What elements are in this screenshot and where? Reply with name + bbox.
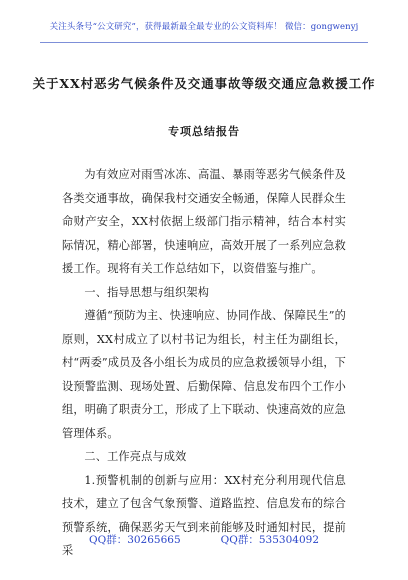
footer-contact bbox=[0, 532, 408, 547]
header-banner: 关注头条号“公文研究”，获得最新最全最专业的公文资料库！ 微信：gongwenyj bbox=[49, 22, 359, 32]
section-heading-2: 二、工作亮点与成效 bbox=[84, 450, 187, 463]
paragraph-section-1: 遵循“预防为主、快速响应、协同作战、保障民生”的原则，XX村成立了以村书记为组长，村主任为副组长，村“两委”成员及各小组长为成员的应急救援领导小组，下设预警监测、现场处置、后勤保障、信息发布四个工作小组，明确了职责分工，形成了上下联动、快速高效的应急管理体系。 bbox=[62, 309, 346, 440]
document-title: 关于XX村恶劣气候条件及交通事故等级交通应急救援工作 bbox=[32, 76, 376, 91]
document-subtitle: 专项总结报告 bbox=[168, 125, 240, 138]
footer-qq-group-2: QQ群：535304092 bbox=[220, 534, 319, 546]
document-body bbox=[62, 163, 346, 563]
paragraph-intro: 为有效应对雨雪冰冻、高温、暴雨等恶劣气候条件及各类交通事故，确保我村交通安全畅通，保障人民群众生命财产安全，XX村依据上级部门指示精神，结合本村实际情况，精心部署，快速响应，高效开展了一系列应急救援工作。现将有关工作总结如下，以资借鉴与推广。 bbox=[62, 168, 346, 275]
paragraph-section-2-item-1: 1.预警机制的创新与应用：XX村充分利用现代信息技术，建立了包含气象预警、道路监控、信息发布的综合预警系统，确保恶劣天气到来前能够及时通知村民，提前采 bbox=[62, 473, 346, 557]
footer-qq-group-1: QQ群：30265665 bbox=[88, 534, 181, 546]
section-heading-1: 一、指导思想与组织架构 bbox=[84, 285, 210, 299]
header-divider bbox=[40, 42, 368, 43]
